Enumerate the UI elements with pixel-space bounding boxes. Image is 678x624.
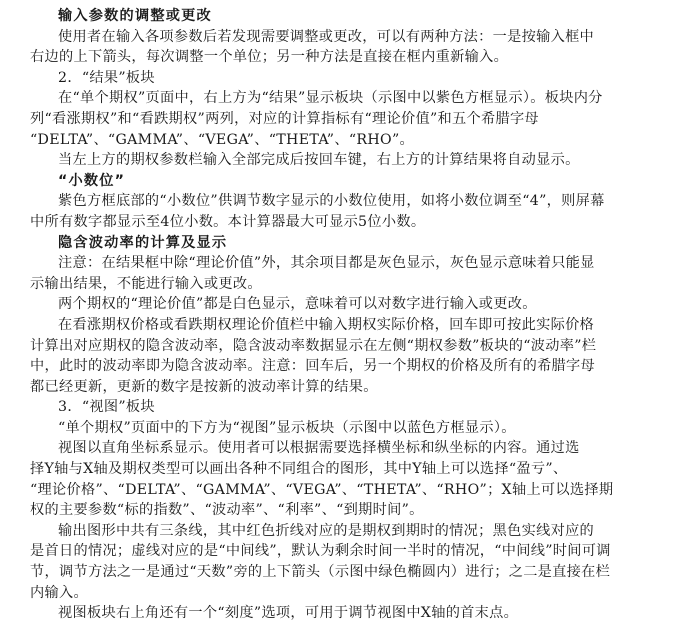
paragraph-line: 紫色方框底部的“小数位”供调节数字显示的小数位使用，如将小数位调至“4”，则屏幕 (58, 193, 605, 210)
paragraph-line: 右边的上下箭头，每次调整一个单位；另一种方法是直接在框内重新输入。 (30, 49, 509, 66)
paragraph-line: 注意：在结果框中除“理论价值”外，其余项目都是灰色显示，灰色显示意味着只能显 (58, 255, 595, 272)
paragraph-line: 择Y轴与X轴及期权类型可以画出各种不同组合的图形，其中Y轴上可以选择“盈亏”、 (30, 461, 568, 478)
document-page (30, 6, 642, 624)
paragraph-line: 在看涨期权价格或看跌期权理论价值栏中输入期权实际价格，回车即可按此实际价格 (58, 316, 595, 333)
paragraph-line: 当左上方的期权参数栏输入全部完成后按回车键，右上方的计算结果将自动显示。 (58, 152, 580, 169)
paragraph-line: 输出图形中共有三条线，其中红色折线对应的是期权到期时的情况；黑色实线对应的 (58, 522, 595, 539)
paragraph-line: 视图板块右上角还有一个“刻度”选项，可用于调节视图中X轴的首末点。 (58, 605, 519, 622)
paragraph-line: 计算出对应期权的隐含波动率，隐含波动率数据显示在左侧“期权参数”板块的“波动率”栏 (30, 337, 597, 354)
paragraph-line: 权的主要参数“标的指数”、“波动率”、“利率”、“到期时间”。 (30, 502, 424, 519)
paragraph-line: 在“单个期权”页面中，右上方为“结果”显示板块（示图中以紫色方框显示）。板块内分 (58, 90, 603, 107)
paragraph-line: 节，调节方法之一是通过“天数”旁的上下箭头（示图中绿色椭圆内）进行；之二是直接在栏 (30, 564, 611, 581)
section-heading: “小数位” (58, 172, 126, 189)
paragraph-line: 内输入。 (30, 584, 88, 601)
paragraph-line: “单个期权”页面中的下方为“视图”显示板块（示图中以蓝色方框显示）。 (58, 419, 516, 436)
paragraph-line: 列“看涨期权”和“看跌期权”两列，对应的计算指标有“理论价值”和五个希腊字母 (30, 110, 539, 127)
paragraph-line: 使用者在输入各项参数后若发现需要调整或更改，可以有两种方法：一是按输入框中 (58, 28, 595, 45)
paragraph-line: 两个期权的“理论价值”都是白色显示，意味着可以对数字进行输入或更改。 (58, 296, 537, 313)
paragraph-line: “理论价格”、“DELTA”、“GAMMA”、“VEGA”、“THETA”、“RHO”；X轴上可以选择期 (30, 481, 614, 498)
paragraph-line: 2．“结果”板块 (58, 69, 155, 86)
paragraph-line: “DELTA”、“GAMMA”、“VEGA”、“THETA”、“RHO”。 (30, 131, 415, 148)
paragraph-line: 都已经更新，更新的数字是按新的波动率计算的结果。 (30, 378, 378, 395)
paragraph-line: 中，此时的波动率即为隐含波动率。注意：回车后，另一个期权的价格及所有的希腊字母 (30, 358, 596, 375)
section-heading: 隐含波动率的计算及显示 (58, 234, 228, 251)
paragraph-line: 中所有数字都显示至4位小数。本计算器最大可显示5位小数。 (30, 213, 426, 230)
section-heading: 输入参数的调整或更改 (58, 8, 212, 24)
paragraph-line: 视图以直角坐标系显示。使用者可以根据需要选择横坐标和纵坐标的内容。通过选 (58, 440, 580, 457)
paragraph-line: 3．“视图”板块 (58, 399, 155, 416)
paragraph-line: 是首日的情况；虚线对应的是“中间线”，默认为剩余时间一半时的情况，“中间线”时间可调 (30, 543, 611, 560)
paragraph-line: 示输出结果，不能进行输入或更改。 (30, 275, 262, 292)
